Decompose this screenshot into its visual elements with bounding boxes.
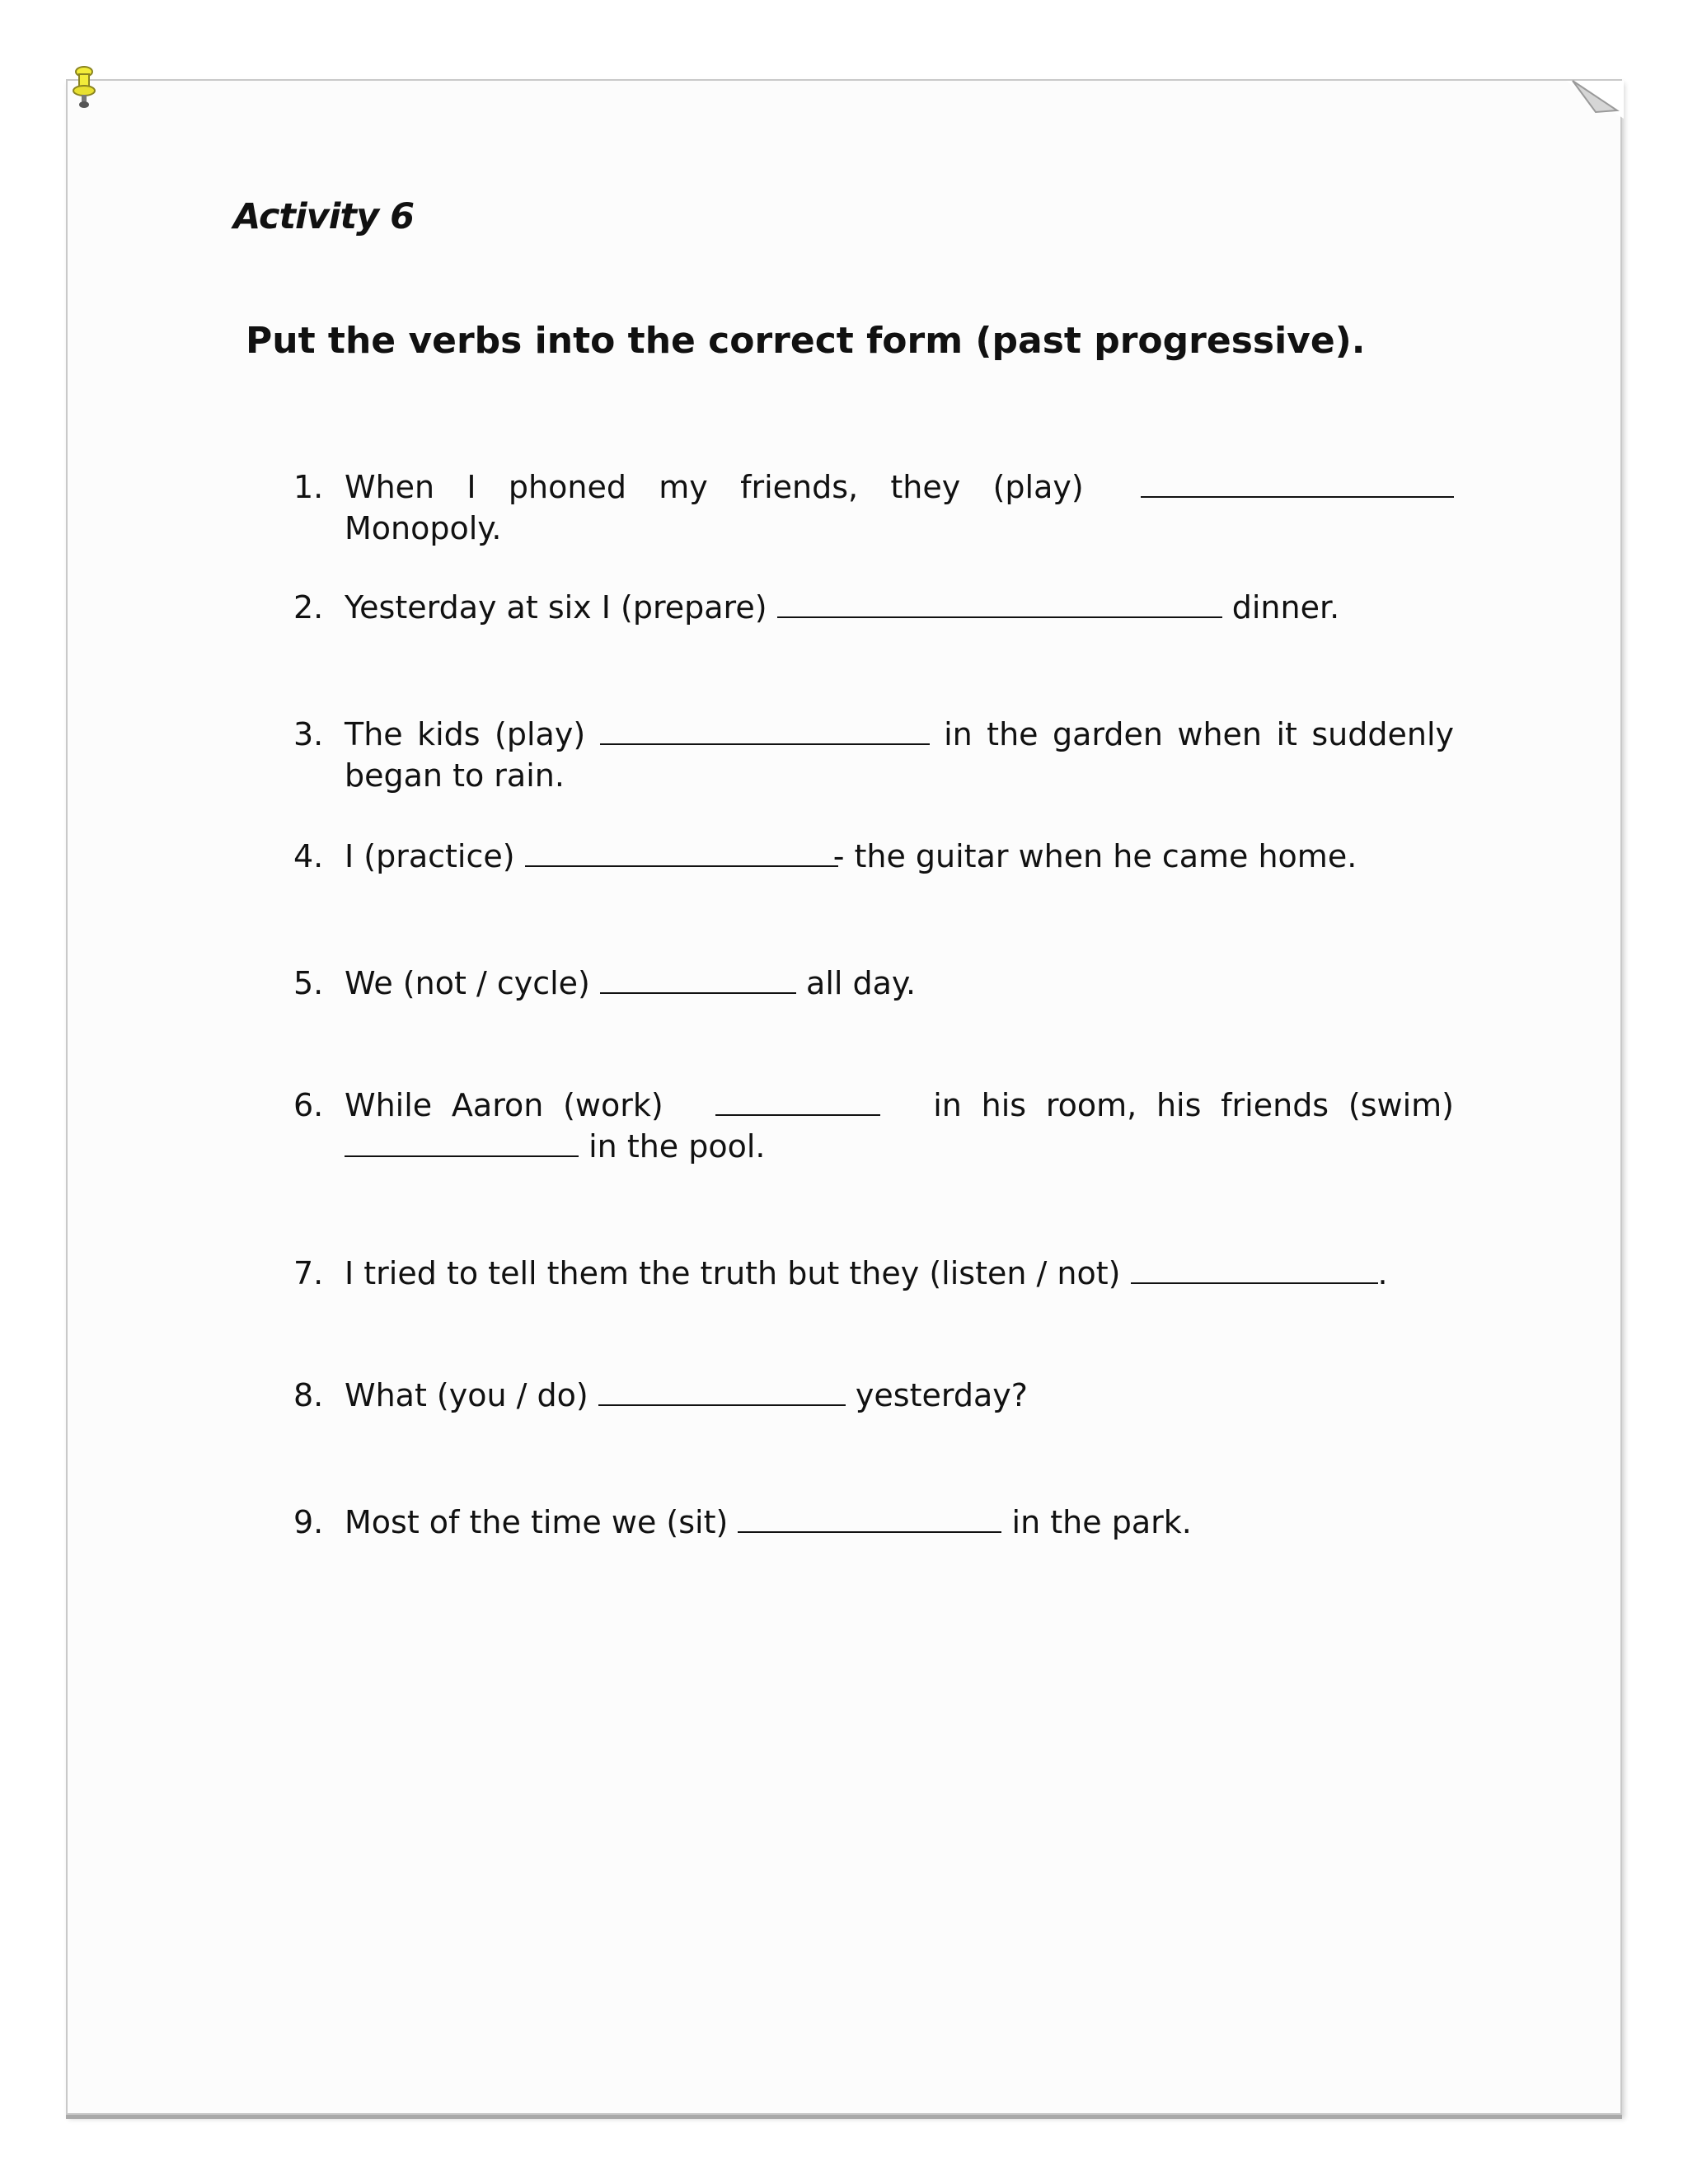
item-text: [345, 466, 1454, 549]
item-number: 3.: [293, 716, 324, 752]
item-text: [345, 1502, 1454, 1543]
item-continuation: all day.: [806, 965, 917, 1001]
answer-blank[interactable]: [345, 1126, 579, 1157]
item-number: 9.: [293, 1504, 324, 1540]
answer-blank[interactable]: [525, 836, 838, 867]
answer-blank[interactable]: [1141, 466, 1454, 498]
item-prompt: Most of the time we (sit): [345, 1504, 729, 1540]
item-number: 1.: [293, 469, 324, 505]
item-continuation: in the pool.: [588, 1128, 766, 1165]
item-text: [345, 836, 1454, 877]
item-prompt: When I phoned my friends, they (play): [345, 469, 1084, 505]
item-prompt: What (you / do): [345, 1377, 588, 1413]
item-prompt: I (practice): [345, 838, 515, 874]
item-continuation: - the guitar when he came home.: [832, 838, 1357, 874]
item-number: 7.: [293, 1255, 324, 1291]
item-prompt: Yesterday at six I (prepare): [345, 589, 767, 626]
answer-blank[interactable]: [715, 1085, 880, 1116]
pushpin-icon: [68, 63, 101, 112]
item-prompt: While Aaron (work): [345, 1087, 663, 1123]
item-text: [345, 1085, 1454, 1167]
item-prompt: I tried to tell them the truth but they (listen / not): [345, 1255, 1121, 1291]
item-continuation: in the park.: [1011, 1504, 1192, 1540]
item-continuation: in the garden when it suddenly began to rain.: [345, 716, 1454, 794]
answer-blank[interactable]: [777, 587, 1222, 618]
item-text: [345, 714, 1454, 796]
item-continuation: dinner.: [1231, 589, 1340, 626]
item-continuation: .: [1377, 1255, 1388, 1291]
answer-blank[interactable]: [600, 963, 796, 994]
item-text: [345, 963, 1454, 1004]
item-prompt: The kids (play): [345, 716, 586, 752]
answer-blank[interactable]: [1131, 1253, 1378, 1284]
item-number: 5.: [293, 965, 324, 1001]
item-continuation: Monopoly.: [345, 510, 502, 546]
item-prompt: We (not / cycle): [345, 965, 590, 1001]
item-number: 8.: [293, 1377, 324, 1413]
item-number: 4.: [293, 838, 324, 874]
answer-blank[interactable]: [600, 714, 930, 745]
instruction-heading: Put the verbs into the correct form (past progressive).: [246, 320, 1366, 362]
item-continuation: yesterday?: [855, 1377, 1028, 1413]
item-number: 2.: [293, 589, 324, 626]
page-curl-icon: [1566, 77, 1624, 119]
activity-title: Activity 6: [233, 196, 414, 237]
item-text: [345, 1375, 1454, 1416]
item-number: 6.: [293, 1087, 324, 1123]
item-text: [345, 1253, 1454, 1294]
answer-blank[interactable]: [738, 1502, 1001, 1533]
item-text: [345, 587, 1454, 628]
answer-blank[interactable]: [598, 1375, 846, 1406]
item-continuation: in his room, his friends (swim): [933, 1087, 1454, 1123]
